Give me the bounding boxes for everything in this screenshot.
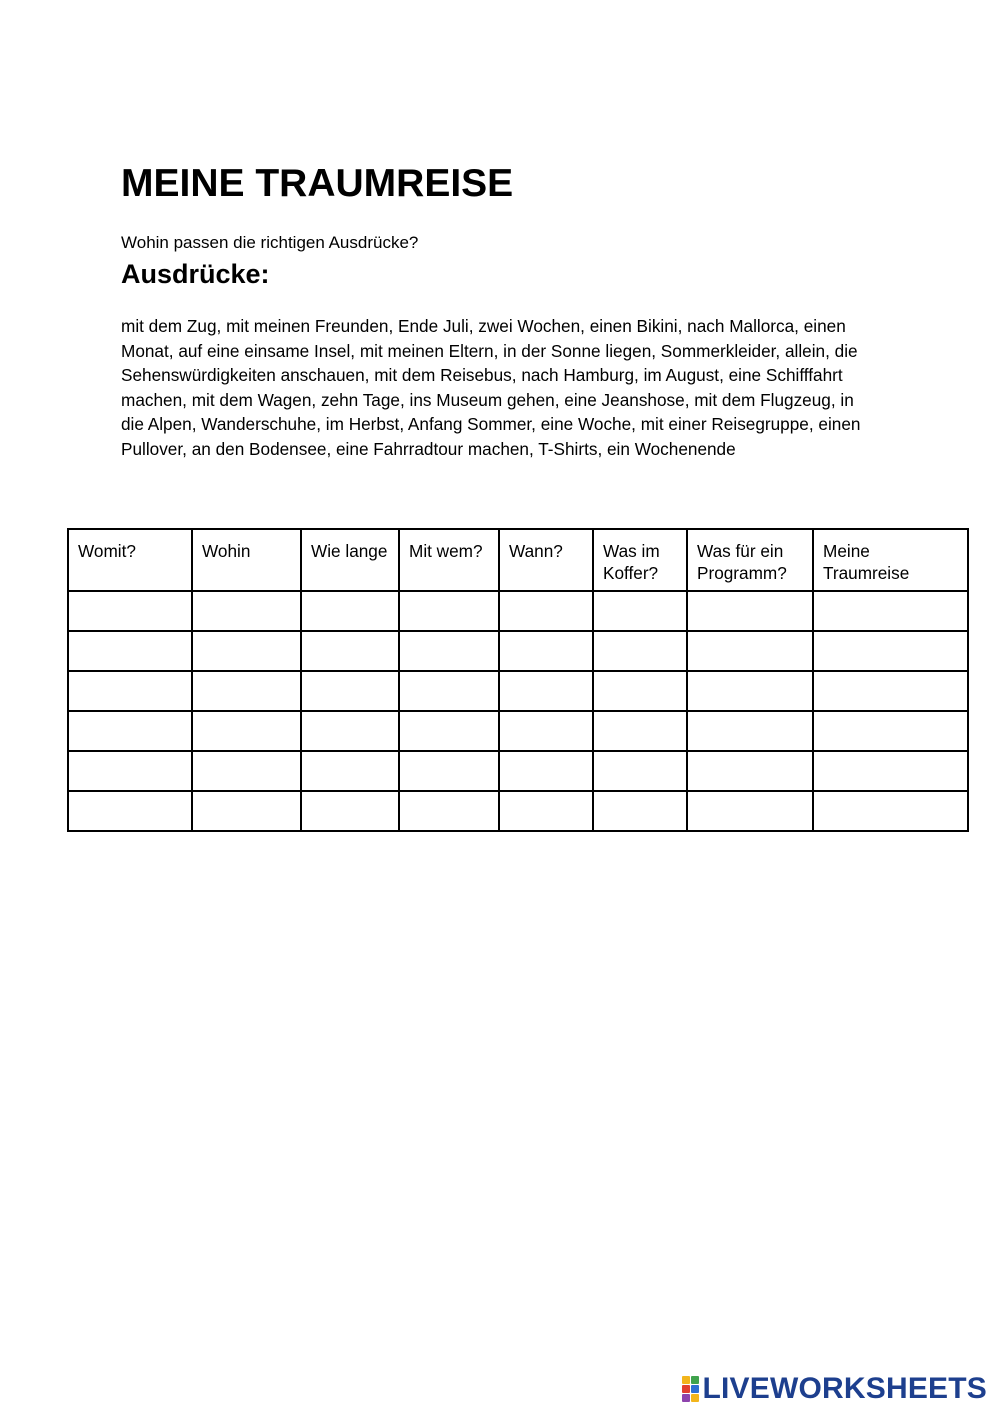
header-mit-wem: Mit wem? [399,529,499,591]
answer-cell[interactable] [192,711,301,751]
answer-cell[interactable] [687,711,813,751]
answer-cell[interactable] [499,751,593,791]
answer-cell[interactable] [593,711,687,751]
answer-cell[interactable] [192,791,301,831]
answer-cell[interactable] [813,671,968,711]
table-row [68,711,968,751]
header-wohin: Wohin [192,529,301,591]
logo-block [682,1376,690,1384]
logo-block [691,1394,699,1402]
answer-cell[interactable] [687,631,813,671]
logo-block [682,1385,690,1393]
answer-cell[interactable] [301,711,399,751]
table-body [68,591,968,831]
answer-cell[interactable] [68,591,192,631]
answer-cell[interactable] [399,591,499,631]
answer-cell[interactable] [499,671,593,711]
logo-block [682,1394,690,1402]
page-title: MEINE TRAUMREISE [121,162,514,205]
answer-cell[interactable] [68,671,192,711]
header-was-im-koffer: Was im Koffer? [593,529,687,591]
answer-cell[interactable] [192,751,301,791]
answer-cell[interactable] [499,591,593,631]
answer-cell[interactable] [687,791,813,831]
expressions-word-bank: mit dem Zug, mit meinen Freunden, Ende Juli, zwei Wochen, einen Bikini, nach Mallorca, einen Monat, auf eine einsame Insel, mit meinen Eltern, in der Sonne liegen, Sommerkleider, allein, die Sehenswürdigkeiten anschauen, mit dem Reisebus, nach Hamburg, im August, eine Schifffahrt machen, mit dem Wagen, zehn Tage, ins Museum gehen, eine Jeanshose, mit dem Flugzeug, in die Alpen, Wanderschuhe, im Herbst, Anfang Sommer, eine Woche, mit einer Reisegruppe, einen Pullover, an den Bodensee, eine Fahrradtour machen, T-Shirts, ein Wochenende [121,316,861,459]
answer-cell[interactable] [593,591,687,631]
table-row [68,791,968,831]
answer-cell[interactable] [687,751,813,791]
answer-cell[interactable] [593,671,687,711]
answer-cell[interactable] [192,631,301,671]
answer-cell[interactable] [593,631,687,671]
expressions-heading: Ausdrücke: [121,259,270,289]
answer-cell[interactable] [499,791,593,831]
table-row [68,671,968,711]
table-row [68,591,968,631]
answer-cell[interactable] [68,791,192,831]
answer-cell[interactable] [301,591,399,631]
answer-cell[interactable] [813,791,968,831]
answer-cell[interactable] [68,711,192,751]
liveworksheets-wordmark: LIVEWORKSHEETS [702,1372,987,1405]
answer-cell[interactable] [399,631,499,671]
answer-cell[interactable] [399,791,499,831]
answer-cell[interactable] [301,671,399,711]
answer-cell[interactable] [301,751,399,791]
header-womit: Womit? [68,529,192,591]
header-wie-lange: Wie lange [301,529,399,591]
answer-cell[interactable] [593,791,687,831]
instruction-text: Wohin passen die richtigen Ausdrücke? [121,233,419,252]
answer-cell[interactable] [687,671,813,711]
answer-cell[interactable] [192,591,301,631]
answer-cell[interactable] [499,711,593,751]
answer-cell[interactable] [813,751,968,791]
header-wann: Wann? [499,529,593,591]
liveworksheets-logo [682,1372,988,1406]
answer-cell[interactable] [68,631,192,671]
answer-cell[interactable] [301,631,399,671]
header-programm: Was für ein Programm? [687,529,813,591]
answer-cell[interactable] [399,751,499,791]
table-row [68,631,968,671]
answer-cell[interactable] [301,791,399,831]
logo-block [691,1376,699,1384]
table-row [68,751,968,791]
answer-cell[interactable] [499,631,593,671]
answer-cell[interactable] [68,751,192,791]
answer-cell[interactable] [593,751,687,791]
liveworksheets-mark-icon [682,1376,699,1402]
answer-cell[interactable] [813,591,968,631]
answer-cell[interactable] [399,711,499,751]
header-meine-traumreise: Meine Traumreise [813,529,968,591]
answer-cell[interactable] [813,631,968,671]
logo-block [691,1385,699,1393]
table-header-row [68,529,968,591]
answer-cell[interactable] [813,711,968,751]
answer-cell[interactable] [687,591,813,631]
answer-cell[interactable] [399,671,499,711]
answer-table [67,528,969,832]
answer-cell[interactable] [192,671,301,711]
